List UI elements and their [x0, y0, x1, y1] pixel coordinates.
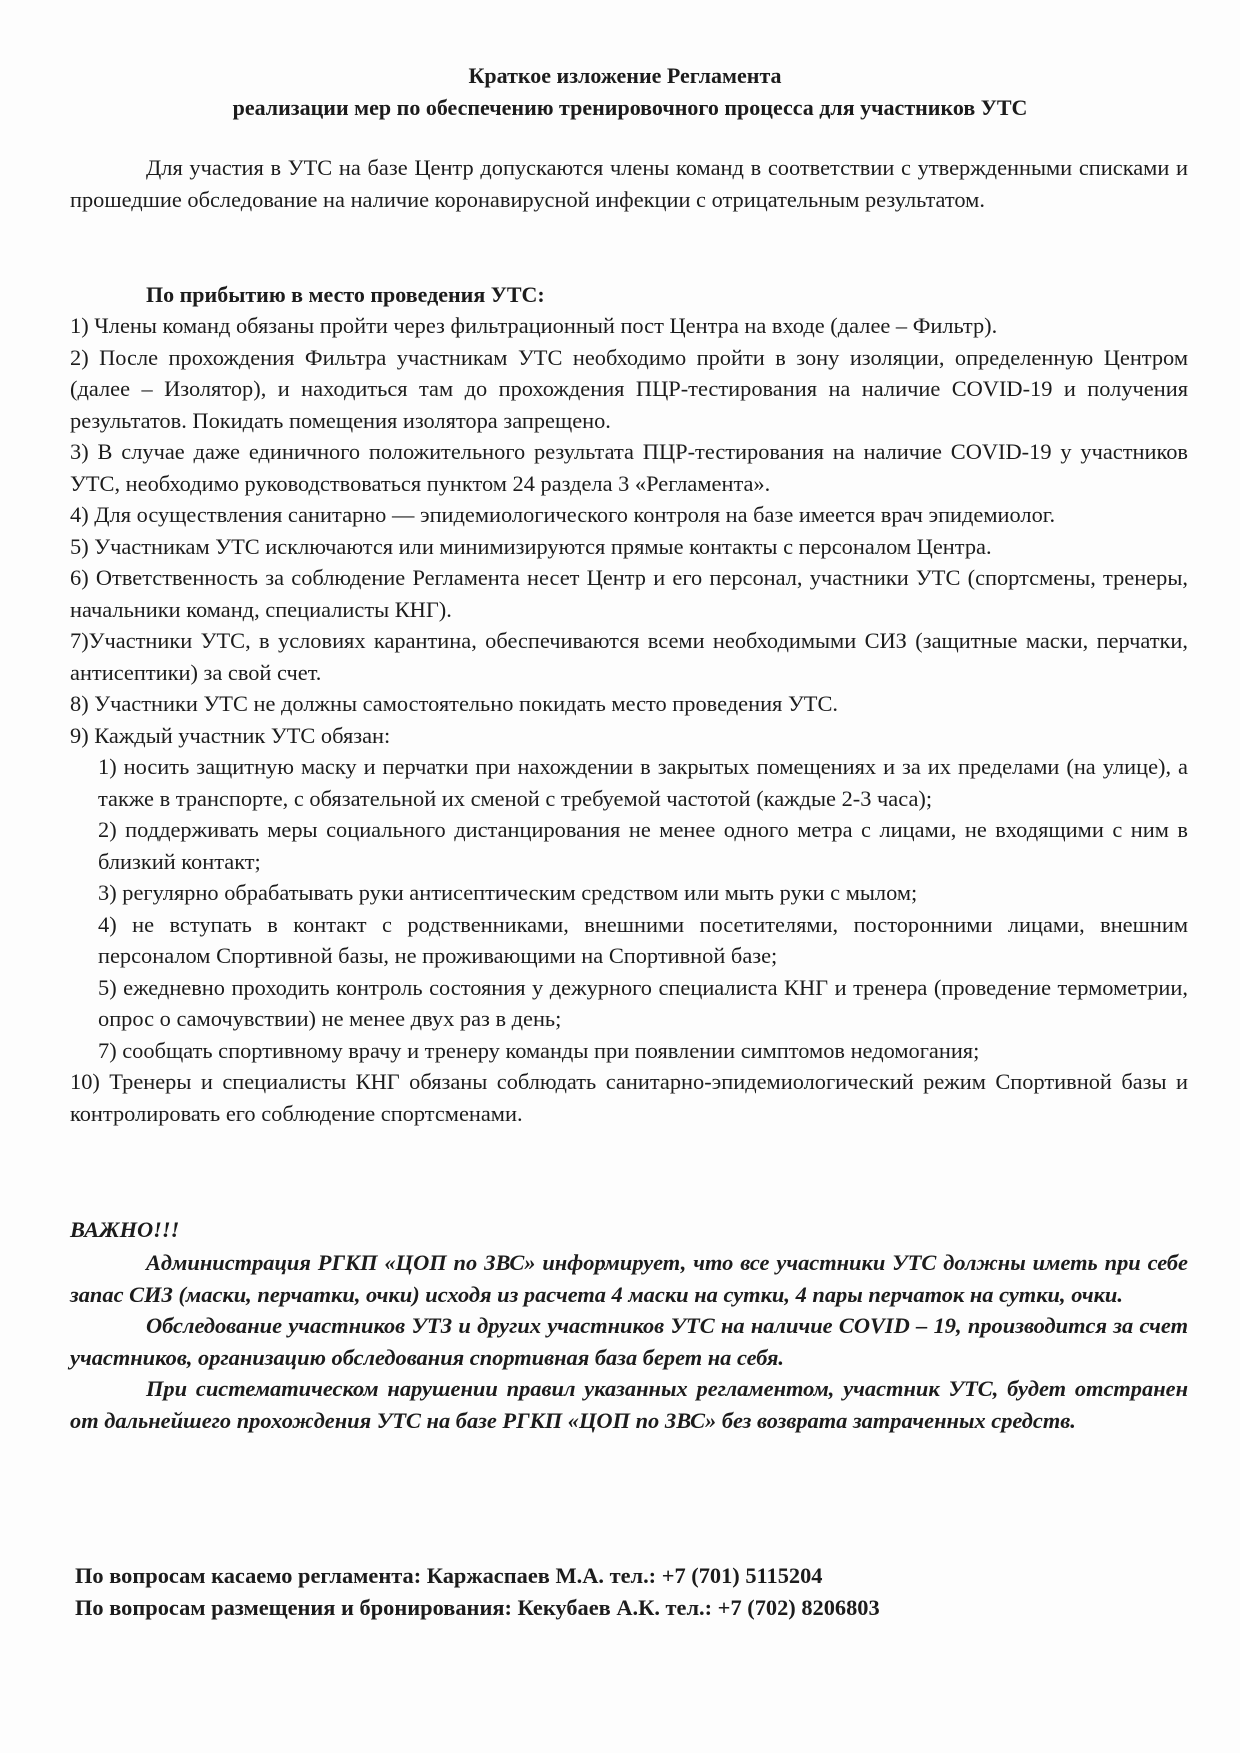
rule-item: 4) Для осуществления санитарно — эпидемиологического контроля на базе имеется врач эпидемиолог.	[70, 502, 1056, 527]
intro-paragraph: Для участия в УТС на базе Центр допускаются члены команд в соответствии с утвержденными списками и прошедшие обследование на наличие коронавирусной инфекции с отрицательным результатом.	[70, 155, 1188, 212]
arrival-heading: По прибытию в место проведения УТС:	[146, 282, 545, 307]
rule-subitem: 2) поддерживать меры социального дистанцирования не менее одного метра с лицами, не входящими с ним в близкий контакт;	[98, 817, 1188, 874]
important-heading: ВАЖНО!!!	[70, 1217, 180, 1242]
rule-subitem: 3) регулярно обрабатывать руки антисептическим средством или мыть руки с мылом;	[98, 880, 918, 905]
rule-item: 10) Тренеры и специалисты КНГ обязаны соблюдать санитарно-эпидемиологический режим Спортивной базы и контролировать его соблюдение спортсменами.	[70, 1069, 1188, 1126]
arrival-rules-list	[70, 310, 1188, 1129]
important-paragraph: При систематическом нарушении правил указанных регламентом, участник УТС, будет отстранен от дальнейшего прохождения УТС на базе РГКП «ЦОП по ЗВС» без возврата затраченных средств.	[70, 1376, 1188, 1433]
important-paragraph: Обследование участников УТЗ и других участников УТС на наличие COVID – 19, производится за счет участников, организацию обследования спортивная база берет на себя.	[70, 1313, 1188, 1370]
rule-subitem: 5) ежедневно проходить контроль состояния у дежурного специалиста КНГ и тренера (проведение термометрии, опрос о самочувствии) не менее двух раз в день;	[98, 974, 1188, 1031]
contact-regulation: По вопросам касаемо регламента: Каржаспаев М.А. тел.: +7 (701) 5115204	[75, 1563, 823, 1588]
rule-subitem: 4) не вступать в контакт с родственниками, внешними посетителями, посторонними лицами, внешним персоналом Спортивной базы, не проживающими на Спортивной базе;	[98, 911, 1188, 968]
rule-subitem: 7) сообщать спортивному врачу и тренеру команды при появлении симптомов недомогания;	[98, 1037, 980, 1063]
rule-item: 2) После прохождения Фильтра участникам УТС необходимо пройти в зону изоляции, определенную Центром (далее – Изолятор), и находиться там до прохождения ПЦР-тестирования на наличие COVID-19 и получения результатов. Покидать помещения изолятора запрещено.	[70, 344, 1188, 433]
rule-item: 3) В случае даже единичного положительного результата ПЦР-тестирования на наличие COVID-19 у участников УТС, необходимо руководствоваться пунктом 24 раздела 3 «Регламента».	[70, 439, 1188, 496]
rule-item: 5) Участникам УТС исключаются или минимизируются прямые контакты с персоналом Центра.	[70, 533, 992, 559]
rule-item: 9) Каждый участник УТС обязан:	[70, 722, 391, 748]
document-title	[0, 60, 1240, 124]
contact-booking: По вопросам размещения и бронирования: Кекубаев А.К. тел.: +7 (702) 8206803	[75, 1595, 880, 1620]
rule-item: 8) Участники УТС не должны самостоятельно покидать место проведения УТС.	[70, 691, 839, 716]
rule-subitem: 1) носить защитную маску и перчатки при нахождении в закрытых помещениях и за их пределами (на улице), а также в транспорте, с обязательной их сменой с требуемой частотой (каждые 2-3 часа);	[98, 754, 1188, 811]
rule-item: 1) Члены команд обязаны пройти через фильтрационный пост Центра на входе (далее – Фильтр).	[70, 313, 998, 338]
important-paragraph: Администрация РГКП «ЦОП по ЗВС» информирует, что все участники УТС должны иметь при себе запас СИЗ (маски, перчатки, очки) исходя из расчета 4 маски на сутки, 4 пары перчаток на сутки, очки.	[70, 1250, 1188, 1307]
title-line-2: реализации мер по обеспечению тренировочного процесса для участников УТС	[232, 95, 1028, 120]
rule-item: 7)Участники УТС, в условиях карантина, обеспечиваются всеми необходимыми СИЗ (защитные маски, перчатки, антисептики) за свой счет.	[70, 628, 1188, 685]
title-line-1: Краткое изложение Регламента	[468, 63, 782, 88]
important-notice	[70, 1247, 1188, 1436]
rule-item: 6) Ответственность за соблюдение Регламента несет Центр и его персонал, участники УТС (спортсмены, тренеры, начальники команд, специалисты КНГ).	[70, 565, 1188, 622]
contacts-block	[75, 1560, 880, 1624]
